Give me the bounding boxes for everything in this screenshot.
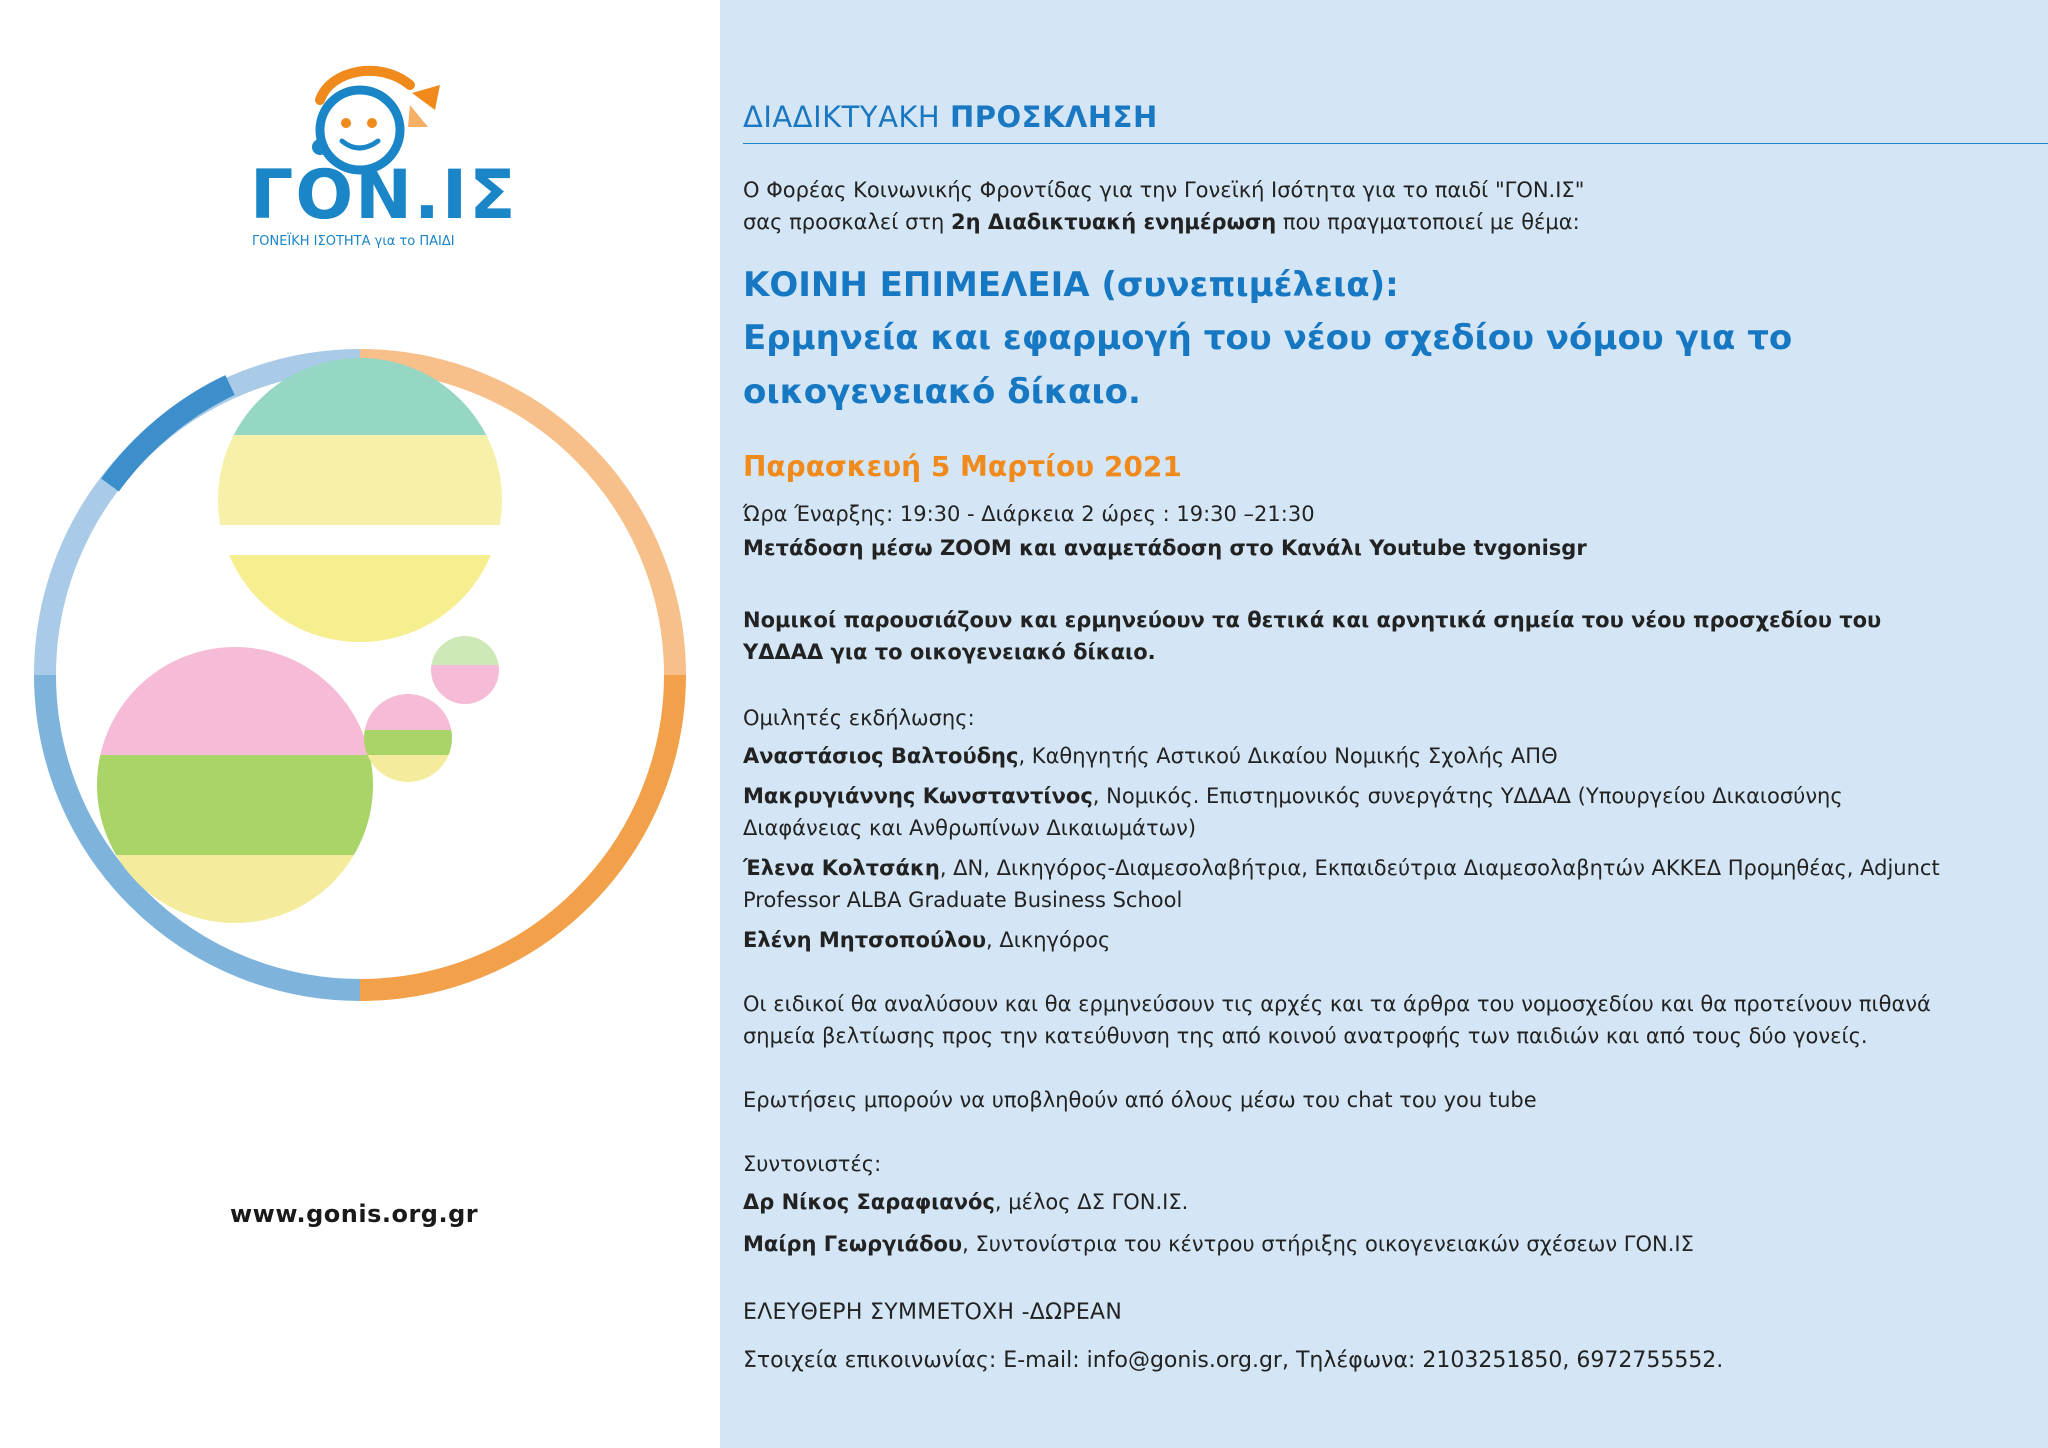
speaker-name: Έλενα Κολτσάκη <box>743 856 940 880</box>
lead-line-1: Νομικοί παρουσιάζουν και ερμηνεύουν τα θετικά και αρνητικά σημεία του νέου προσχεδίου του <box>743 608 1882 632</box>
event-time: Ώρα Έναρξης: 19:30 - Διάρκεια 2 ώρες : 19:30 –21:30 <box>743 502 1315 526</box>
speaker-desc: , Καθηγητής Αστικού Δικαίου Νομικής Σχολής ΑΠΘ <box>1018 744 1558 768</box>
intro-text: που πραγματοποιεί με θέμα: <box>1276 210 1580 234</box>
invite-heading <box>743 100 1158 134</box>
invite-heading-bold: ΠΡΟΣΚΛΗΣΗ <box>949 100 1158 134</box>
speaker-desc-continued: Professor ALBA Graduate Business School <box>743 888 1183 912</box>
explanation-line-1: Οι ειδικοί θα αναλύσουν και θα ερμηνεύσουν τις αρχές και τα άρθρα του νομοσχεδίου και θα προτείνουν πιθανά <box>743 992 1931 1016</box>
speaker-name: Ελένη Μητσοπούλου <box>743 928 987 952</box>
moderator-name: Δρ Νίκος Σαραφιανός <box>743 1190 995 1214</box>
moderator-name: Μαίρη Γεωργιάδου <box>743 1232 963 1256</box>
logo-tagline: ΓΟΝΕΪΚΗ ΙΣΟΤΗΤΑ για το ΠΑΙΔΙ <box>252 234 455 249</box>
explanation-line-2: σημεία βελτίωσης προς την κατεύθυνση της από κοινού ανατροφής των παιδιών και από τους δύο γονείς. <box>743 1024 1868 1048</box>
logo-wordmark: ΓΟΝ.ΙΣ <box>250 156 518 235</box>
left-panel <box>0 0 720 1448</box>
speaker-desc-continued: Διαφάνειας και Ανθρωπίνων Δικαιωμάτων) <box>743 816 1197 840</box>
event-title-line-1: ΚΟΙΝΗ ΕΠΙΜΕΛΕΙΑ (συνεπιμέλεια): <box>743 265 1399 305</box>
speakers-label: Ομιλητές εκδήλωσης: <box>743 706 975 730</box>
free-participation: ΕΛΕΥΘΕΡΗ ΣΥΜΜΕΤΟΧΗ -ΔΩΡΕΑΝ <box>743 1300 1123 1325</box>
moderators-label: Συντονιστές: <box>743 1152 882 1176</box>
lead-line-2: ΥΔΔΑΔ για το οικογενειακό δίκαιο. <box>743 640 1156 664</box>
speaker-name: Μακρυγιάννης Κωνσταντίνος <box>743 784 1093 808</box>
speaker-desc: , Νομικός. Επιστημονικός συνεργάτης ΥΔΔΑΔ (Υπουργείου Δικαιοσύνης <box>1092 784 1843 808</box>
moderator-desc: , Συντονίστρια του κέντρου στήριξης οικογενειακών σχέσεων ΓΟΝ.ΙΣ <box>962 1232 1694 1256</box>
contact-info: Στοιχεία επικοινωνίας: E-mail: info@gonis.org.gr, Τηλέφωνα: 2103251850, 6972755552. <box>743 1348 1724 1373</box>
intro-line-2 <box>743 210 1580 234</box>
speaker-item <box>743 744 1558 768</box>
divider <box>743 143 2048 144</box>
broadcast-info: Μετάδοση μέσω ZOOM και αναμετάδοση στο Κανάλι Youtube tvgonisgr <box>743 536 1587 560</box>
speaker-item <box>743 856 1940 880</box>
intro-text: σας προσκαλεί στη <box>743 210 952 234</box>
intro-bold-text: 2η Διαδικτυακή ενημέρωση <box>951 210 1277 234</box>
moderator-item <box>743 1190 1188 1214</box>
event-title-line-2: Ερμηνεία και εφαρμογή του νέου σχεδίου νόμου για το <box>743 318 1793 358</box>
speaker-desc: , Δικηγόρος <box>986 928 1111 952</box>
speaker-item <box>743 928 1110 952</box>
event-date: Παρασκευή 5 Μαρτίου 2021 <box>743 450 1182 483</box>
website-link[interactable]: www.gonis.org.gr <box>230 1200 479 1228</box>
intro-line-1: Ο Φορέας Κοινωνικής Φροντίδας για την Γονεϊκή Ισότητα για το παιδί "ΓΟΝ.ΙΣ" <box>743 178 1585 202</box>
decorative-circles-icon <box>30 345 690 1005</box>
speaker-item <box>743 784 1843 808</box>
questions-info: Ερωτήσεις μπορούν να υποβληθούν από όλους μέσω του chat του you tube <box>743 1088 1537 1112</box>
invite-heading-normal: ΔΙΑΔΙΚΤΥΑΚΗ <box>743 100 950 134</box>
moderator-desc: , μέλος ΔΣ ΓΟΝ.ΙΣ. <box>994 1190 1189 1214</box>
moderator-item <box>743 1232 1694 1256</box>
speaker-name: Αναστάσιος Βαλτούδης <box>743 744 1019 768</box>
speaker-desc: , ΔΝ, Δικηγόρος-Διαμεσολαβήτρια, Εκπαιδεύτρια Διαμεσολαβητών ΑΚΚΕΔ Προμηθέας, Adjunct <box>939 856 1940 880</box>
event-title-line-3: οικογενειακό δίκαιο. <box>743 372 1141 412</box>
